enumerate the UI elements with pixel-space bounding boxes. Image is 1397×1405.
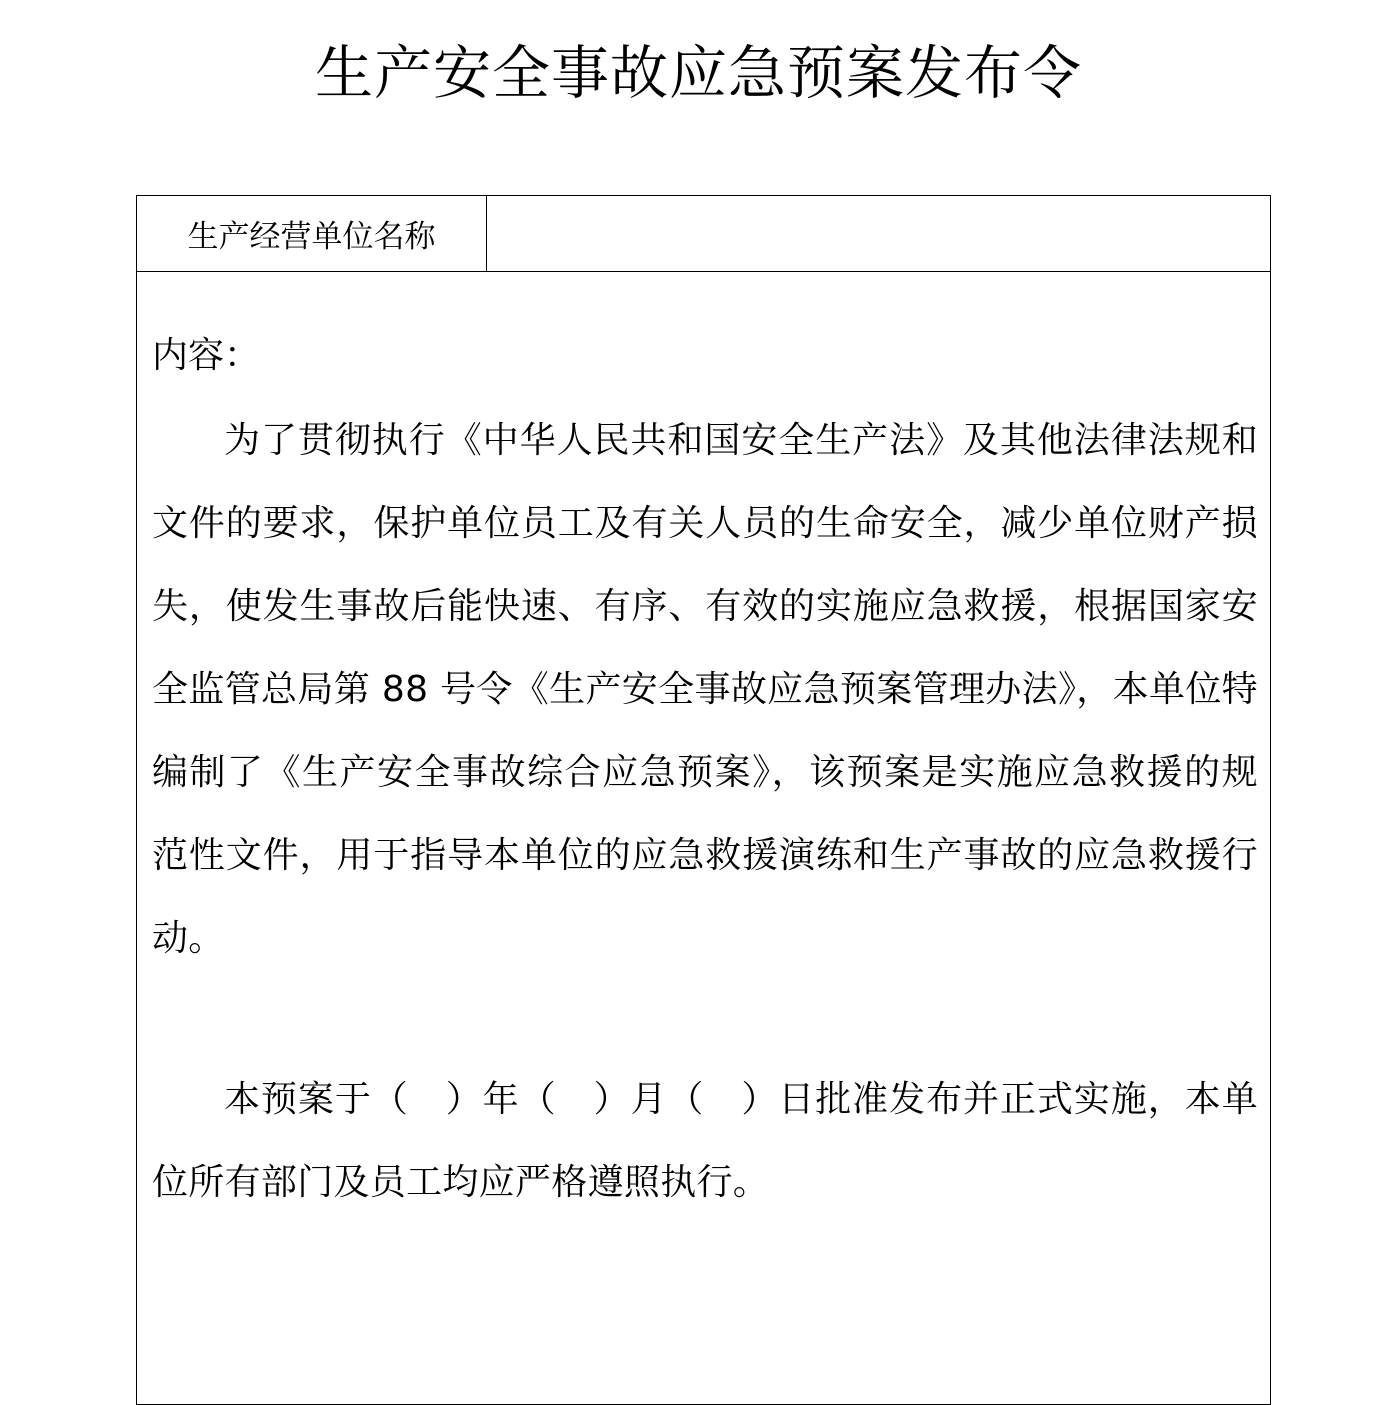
document-title: 生产安全事故应急预案发布令 (314, 39, 1082, 107)
content-paragraph-2: 本预案于（ ）年（ ）月（ ）日批准发布并正式实施，本单位所有部门及员工均应严格遵照执行。 (152, 1079, 1258, 1203)
content-cell (137, 272, 1270, 1404)
release-order-form (136, 195, 1271, 1405)
unit-name-value[interactable] (487, 196, 1270, 271)
content-label: 内容： (152, 335, 261, 376)
content-paragraph-1: 为了贯彻执行《中华人民共和国安全生产法》及其他法律法规和文件的要求，保护单位员工及有关人员的生命安全，减少单位财产损失，使发生事故后能快速、有序、有效的实施应急救援，根据国家安全监管总局第 88 号令《生产安全事故应急预案管理办法》，本单位特编制了《生产安全事故综合应急预案》，该预案是实施应急救援的规范性文件，用于指导本单位的应急救援演练和生产事故的应急救援行动。 (152, 420, 1258, 959)
unit-name-label: 生产经营单位名称 (137, 196, 487, 271)
unit-name-row (137, 196, 1270, 272)
